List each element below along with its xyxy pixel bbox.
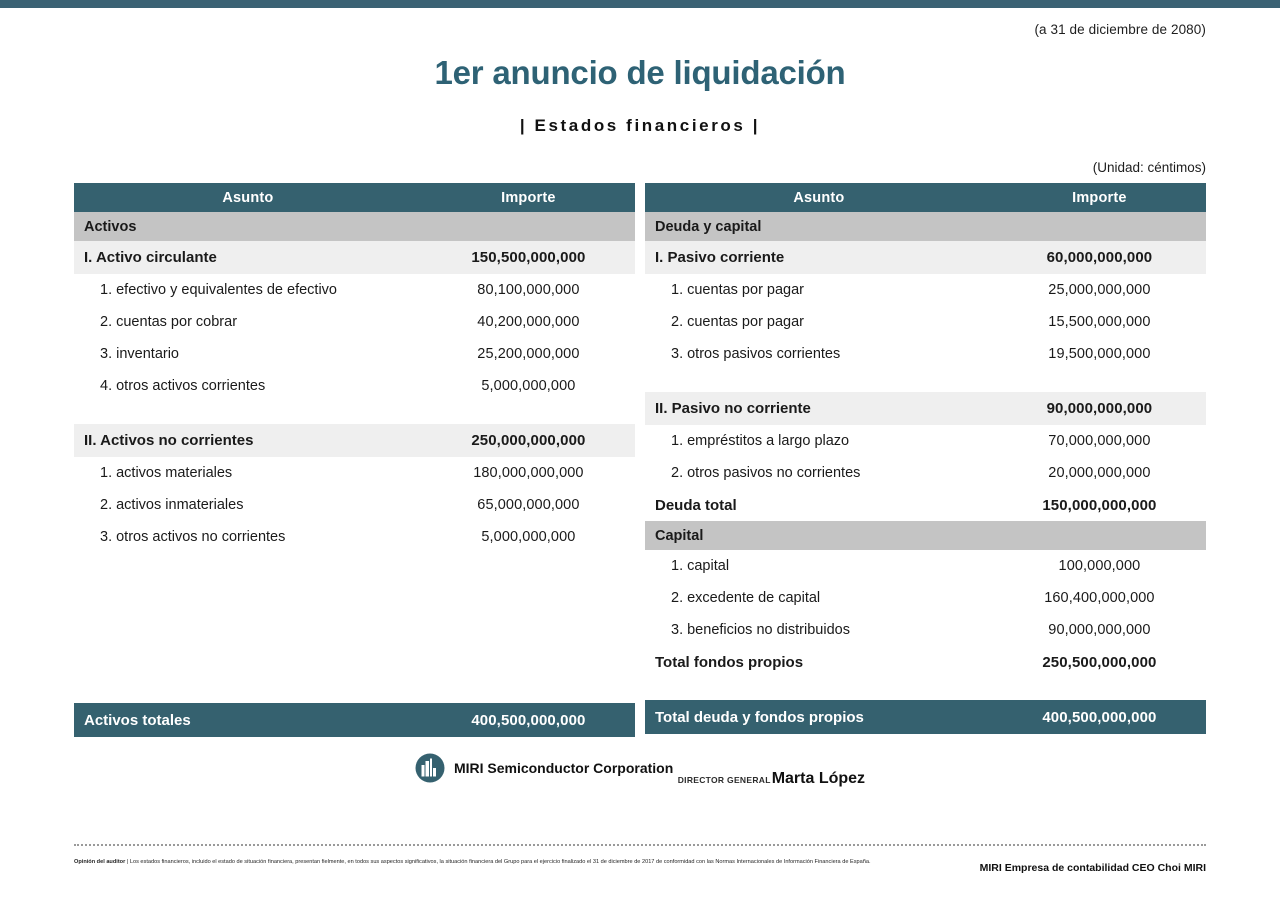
table-row bbox=[74, 457, 635, 489]
unit-note: (Unidad: céntimos) bbox=[1092, 160, 1206, 175]
footer-divider bbox=[74, 844, 1206, 846]
row-amount: 25,200,000,000 bbox=[422, 338, 635, 370]
row-subject: 1. capital bbox=[645, 550, 993, 582]
table-row bbox=[74, 489, 635, 521]
director-role-label: DIRECTOR GENERAL bbox=[677, 775, 771, 785]
auditor-opinion-label: Opinión del auditor bbox=[74, 859, 126, 865]
table-spacer-row bbox=[74, 681, 635, 703]
row-amount bbox=[422, 212, 635, 241]
financial-tables bbox=[74, 183, 1206, 737]
row-amount: 400,500,000,000 bbox=[422, 703, 635, 737]
page-footer bbox=[74, 858, 1206, 874]
table-row bbox=[74, 424, 635, 457]
table-row bbox=[74, 306, 635, 338]
liabilities-table-body bbox=[645, 212, 1206, 734]
row-subject: Activos totales bbox=[74, 703, 422, 737]
row-subject: 4. otros activos corrientes bbox=[74, 370, 422, 402]
liabilities-table-head bbox=[645, 183, 1206, 212]
liabilities-table-column bbox=[645, 183, 1206, 737]
row-subject: 2. excedente de capital bbox=[645, 582, 993, 614]
table-spacer-row bbox=[645, 370, 1206, 392]
assets-table bbox=[74, 183, 635, 737]
row-amount: 80,100,000,000 bbox=[422, 274, 635, 306]
table-row bbox=[74, 212, 635, 241]
auditor-opinion bbox=[74, 858, 871, 866]
accounting-firm-note: MIRI Empresa de contabilidad CEO Choi MIRI bbox=[979, 862, 1206, 874]
row-subject: 2. activos inmateriales bbox=[74, 489, 422, 521]
table-row bbox=[74, 521, 635, 553]
table-row bbox=[645, 212, 1206, 241]
column-header-amount: Importe bbox=[422, 183, 635, 212]
table-spacer-row bbox=[645, 678, 1206, 700]
row-subject: Capital bbox=[645, 521, 993, 550]
table-row bbox=[645, 582, 1206, 614]
table-row bbox=[645, 700, 1206, 734]
row-subject: Activos bbox=[74, 212, 422, 241]
row-subject: 3. otros pasivos corrientes bbox=[645, 338, 993, 370]
table-row bbox=[645, 274, 1206, 306]
table-row bbox=[645, 338, 1206, 370]
row-amount: 5,000,000,000 bbox=[422, 521, 635, 553]
assets-table-body bbox=[74, 212, 635, 737]
table-row bbox=[645, 614, 1206, 646]
row-subject: 2. otros pasivos no corrientes bbox=[645, 457, 993, 489]
table-header-row bbox=[74, 183, 635, 212]
company-name: MIRI Semiconductor Corporation bbox=[453, 760, 674, 776]
table-spacer-cell bbox=[74, 585, 635, 617]
row-subject: 2. cuentas por pagar bbox=[645, 306, 993, 338]
company-identity bbox=[415, 753, 673, 783]
assets-table-column bbox=[74, 183, 635, 737]
row-amount: 150,500,000,000 bbox=[422, 241, 635, 274]
row-amount: 400,500,000,000 bbox=[993, 700, 1206, 734]
miri-building-logo-icon bbox=[415, 753, 445, 783]
table-row bbox=[645, 550, 1206, 582]
row-amount: 19,500,000,000 bbox=[993, 338, 1206, 370]
row-subject: 3. otros activos no corrientes bbox=[74, 521, 422, 553]
table-spacer-cell bbox=[74, 681, 635, 703]
row-amount bbox=[993, 212, 1206, 241]
auditor-opinion-separator: | bbox=[125, 859, 130, 865]
row-subject: 1. activos materiales bbox=[74, 457, 422, 489]
table-spacer-cell bbox=[74, 617, 635, 649]
liabilities-equity-table bbox=[645, 183, 1206, 734]
page-title: 1er anuncio de liquidación bbox=[434, 54, 846, 91]
row-subject: 1. cuentas por pagar bbox=[645, 274, 993, 306]
row-subject: I. Activo circulante bbox=[74, 241, 422, 274]
column-header-amount: Importe bbox=[993, 183, 1206, 212]
row-amount: 65,000,000,000 bbox=[422, 489, 635, 521]
row-amount: 150,000,000,000 bbox=[993, 489, 1206, 521]
row-subject: 3. beneficios no distribuidos bbox=[645, 614, 993, 646]
report-date-note: (a 31 de diciembre de 2080) bbox=[1034, 22, 1206, 37]
document-page bbox=[0, 8, 1280, 905]
row-subject: 1. efectivo y equivalentes de efectivo bbox=[74, 274, 422, 306]
row-subject: 2. cuentas por cobrar bbox=[74, 306, 422, 338]
row-amount: 20,000,000,000 bbox=[993, 457, 1206, 489]
table-row bbox=[74, 338, 635, 370]
table-header-row bbox=[645, 183, 1206, 212]
column-header-subject: Asunto bbox=[645, 183, 993, 212]
column-header-subject: Asunto bbox=[74, 183, 422, 212]
row-amount: 90,000,000,000 bbox=[993, 392, 1206, 425]
row-amount: 60,000,000,000 bbox=[993, 241, 1206, 274]
table-row bbox=[645, 425, 1206, 457]
page-subtitle: | Estados financieros | bbox=[519, 116, 761, 135]
row-amount: 100,000,000 bbox=[993, 550, 1206, 582]
table-row bbox=[645, 646, 1206, 678]
table-row bbox=[74, 241, 635, 274]
table-row bbox=[645, 306, 1206, 338]
table-spacer-row bbox=[74, 553, 635, 585]
table-spacer-cell bbox=[74, 553, 635, 585]
table-row bbox=[645, 457, 1206, 489]
row-subject: II. Pasivo no corriente bbox=[645, 392, 993, 425]
row-amount: 250,500,000,000 bbox=[993, 646, 1206, 678]
table-row bbox=[74, 274, 635, 306]
row-amount: 15,500,000,000 bbox=[993, 306, 1206, 338]
row-subject: Total deuda y fondos propios bbox=[645, 700, 993, 734]
row-subject: I. Pasivo corriente bbox=[645, 241, 993, 274]
table-spacer-cell bbox=[74, 402, 635, 424]
row-amount: 160,400,000,000 bbox=[993, 582, 1206, 614]
table-spacer-row bbox=[74, 585, 635, 617]
row-subject: 1. empréstitos a largo plazo bbox=[645, 425, 993, 457]
table-row bbox=[645, 241, 1206, 274]
table-spacer-row bbox=[74, 617, 635, 649]
row-amount: 70,000,000,000 bbox=[993, 425, 1206, 457]
row-subject: Deuda y capital bbox=[645, 212, 993, 241]
table-spacer-cell bbox=[645, 370, 1206, 392]
table-spacer-cell bbox=[645, 678, 1206, 700]
row-amount: 90,000,000,000 bbox=[993, 614, 1206, 646]
row-amount: 40,200,000,000 bbox=[422, 306, 635, 338]
table-spacer-row bbox=[74, 649, 635, 681]
row-subject: Deuda total bbox=[645, 489, 993, 521]
table-row bbox=[74, 370, 635, 402]
top-accent-bar bbox=[0, 0, 1280, 8]
row-amount: 5,000,000,000 bbox=[422, 370, 635, 402]
director-name: Marta López bbox=[771, 770, 866, 787]
director-signature bbox=[678, 770, 865, 788]
table-row bbox=[645, 392, 1206, 425]
row-amount: 25,000,000,000 bbox=[993, 274, 1206, 306]
row-subject: 3. inventario bbox=[74, 338, 422, 370]
assets-table-head bbox=[74, 183, 635, 212]
table-spacer-row bbox=[74, 402, 635, 424]
table-row bbox=[74, 703, 635, 737]
row-subject: Total fondos propios bbox=[645, 646, 993, 678]
table-spacer-cell bbox=[74, 649, 635, 681]
row-amount bbox=[993, 521, 1206, 550]
row-amount: 250,000,000,000 bbox=[422, 424, 635, 457]
signature-block bbox=[0, 753, 1280, 788]
auditor-opinion-text: Los estados financieros, incluido el estado de situación financiera, presentan fielmente, en todos sus aspectos significativos, la situación financiera del Grupo para el ejercicio finalizado el 31 de diciembre de 2017 de conformidad con las Normas Internacionales de Información Financiera de España. bbox=[129, 859, 871, 865]
row-subject: II. Activos no corrientes bbox=[74, 424, 422, 457]
table-row bbox=[645, 489, 1206, 521]
row-amount: 180,000,000,000 bbox=[422, 457, 635, 489]
table-row bbox=[645, 521, 1206, 550]
